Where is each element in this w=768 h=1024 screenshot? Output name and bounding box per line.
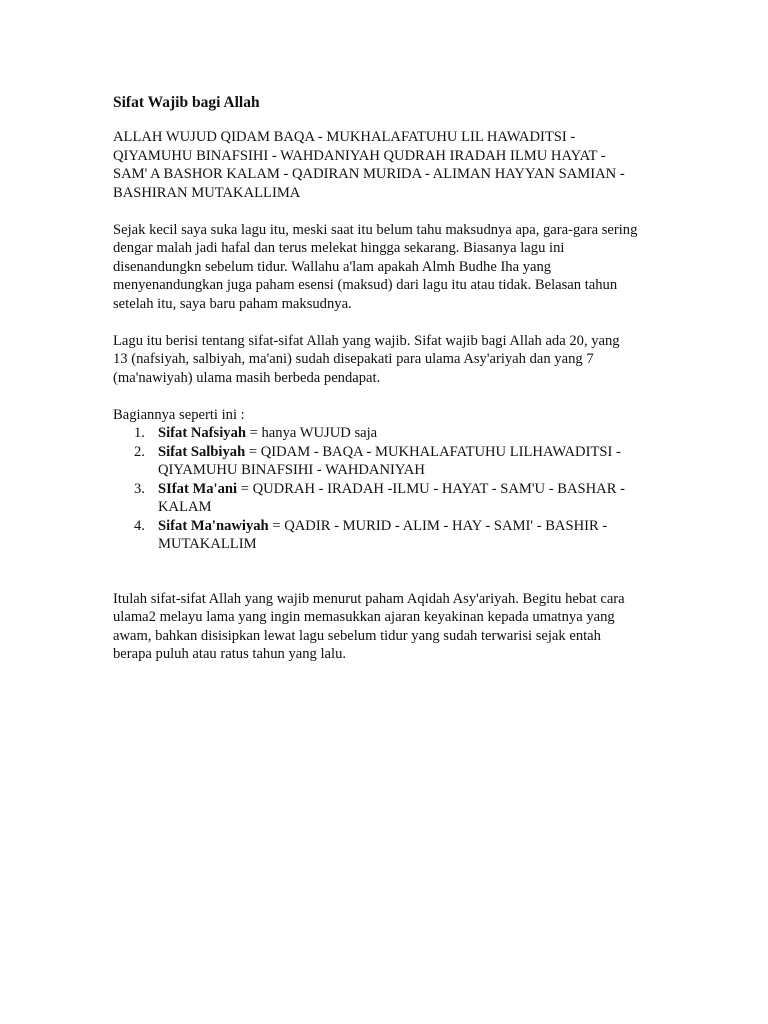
paragraph-line: berapa puluh atau ratus tahun yang lalu. [113, 646, 347, 662]
list-item [113, 443, 673, 480]
list-definition: = QIDAM - BAQA - MUKHALAFATUHU LILHAWADITSI - [245, 443, 621, 460]
paragraph-line: 13 (nafsiyah, salbiyah, ma'ani) sudah disepakati para ulama Asy'ariyah dan yang 7 [113, 351, 594, 367]
song-line: QIYAMUHU BINAFSIHI - WAHDANIYAH QUDRAH IRADAH ILMU HAYAT - [113, 147, 606, 164]
list-definition: = QUDRAH - IRADAH -ILMU - HAYAT - SAM'U - BASHAR - [237, 480, 625, 497]
paragraph-line: menyenandungkan juga paham esensi (maksud) dari lagu itu atau tidak. Belasan tahun [113, 277, 618, 293]
list-item [113, 424, 673, 443]
song-line: ALLAH WUJUD QIDAM BAQA - MUKHALAFATUHU LIL HAWADITSI - [113, 129, 576, 145]
paragraph-line: Itulah sifat-sifat Allah yang wajib menurut paham Aqidah Asy'ariyah. Begitu hebat cara [113, 590, 625, 607]
list-item [113, 480, 673, 517]
list-definition-continued: KALAM [158, 499, 212, 515]
paragraph-line: setelah itu, saya baru paham maksudnya. [113, 295, 352, 312]
list-definition-continued: QIYAMUHU BINAFSIHI - WAHDANIYAH [158, 462, 425, 478]
list-term: Sifat Salbiyah [158, 443, 246, 460]
document-content [113, 93, 673, 682]
sifat-list [113, 424, 673, 554]
closing-paragraph [113, 590, 673, 664]
paragraph-line: Sejak kecil saya suka lagu itu, meski saat itu belum tahu maksudnya apa, gara-gara sering [113, 221, 638, 238]
paragraph-line: ulama2 melayu lama yang ingin memasukkan ajaran keyakinan kepada umatnya yang [113, 609, 615, 625]
list-number: 4. [134, 517, 145, 534]
paragraph-line: awam, bahkan disisipkan lewat lagu sebelum tidur yang sudah terwarisi sejak entah [113, 627, 601, 644]
list-definition-continued: MUTAKALLIM [158, 536, 257, 552]
explanation-paragraph [113, 332, 673, 388]
list-number: 2. [134, 443, 145, 460]
paragraph-line: disenandungkn sebelum tidur. Wallahu a'lam apakah Almh Budhe Iha yang [113, 258, 552, 275]
list-intro: Bagiannya seperti ini : [113, 406, 245, 423]
paragraph-line: Lagu itu berisi tentang sifat-sifat Allah yang wajib. Sifat wajib bagi Allah ada 20, yang [113, 332, 620, 349]
paragraph-line: (ma'nawiyah) ulama masih berbeda pendapat. [113, 369, 381, 386]
paragraph-line: dengar malah jadi hafal dan terus melekat hingga sekarang. Biasanya lagu ini [113, 240, 565, 256]
list-term: Sifat Nafsiyah [158, 425, 246, 441]
song-line: SAM' A BASHOR KALAM - QADIRAN MURIDA - ALIMAN HAYYAN SAMIAN - [113, 166, 625, 182]
list-term: Sifat Ma'nawiyah [158, 517, 269, 534]
list-definition: = QADIR - MURID - ALIM - HAY - SAMI' - BASHIR - [268, 517, 608, 534]
page-title: Sifat Wajib bagi Allah [113, 94, 260, 111]
song-lyrics-paragraph [113, 128, 673, 202]
song-line: BASHIRAN MUTAKALLIMA [113, 184, 301, 201]
list-definition: = hanya WUJUD saja [245, 425, 378, 441]
list-item [113, 517, 673, 554]
childhood-paragraph [113, 221, 673, 314]
list-number: 3. [134, 480, 145, 497]
list-term: SIfat Ma'ani [158, 480, 238, 497]
list-number: 1. [134, 425, 145, 441]
